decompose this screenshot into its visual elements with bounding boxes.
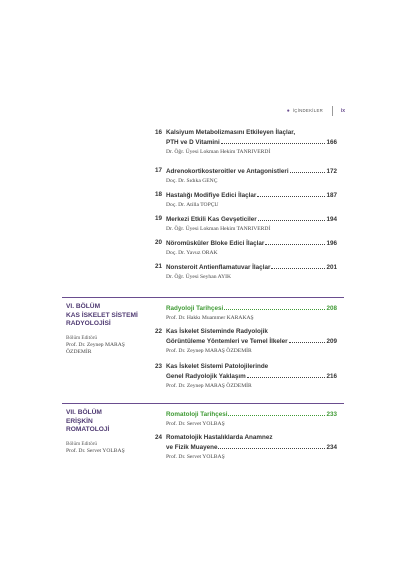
chapter-title-line: Romatolojik Hastalıklarda Anamnez (166, 434, 273, 441)
section-label: VII. BÖLÜM (66, 409, 102, 416)
chapter-author: Prof. Dr. Servet YOLBAŞ (166, 421, 225, 427)
chapter-author: Prof. Dr. Servet YOLBAŞ (166, 454, 225, 460)
page-number: ix (340, 107, 345, 114)
chapter-title-line: Romatoloji Tarihçesi 233 (166, 411, 337, 418)
section-title-line: ROMATOLOJİ (66, 426, 110, 433)
chapter-title-line: PTH ve D Vitamini 166 (166, 139, 337, 146)
bullet-icon: ● (286, 107, 290, 114)
chapter-title-line: Görüntüleme Yöntemleri ve Temel İlkeler 209 (166, 338, 337, 345)
chapter-title-line: Nonsteroit Antienflamatuvar İlaçlar 201 (166, 264, 337, 271)
chapter-title-line: Genel Radyolojik Yaklaşım 216 (166, 373, 337, 380)
chapter-page: 234 (326, 444, 337, 451)
header-divider (332, 106, 333, 116)
chapter-title-line: ve Fizik Muayene 234 (166, 444, 337, 451)
chapter-author: Dr. Öğr. Üyesi Seyhan AYIK (166, 274, 232, 280)
chapter-author: Prof. Dr. Hakkı Muammer KARAKAŞ (166, 315, 254, 321)
chapter-page: 209 (326, 338, 337, 345)
section-title-line: KAS İSKELET SİSTEMİ (66, 311, 138, 319)
running-header (260, 104, 345, 118)
chapter-number: 21 (154, 263, 162, 270)
section-editor-label: Bölüm Editörü (66, 334, 97, 341)
running-header-title: İÇİNDEKİLER (292, 107, 324, 113)
chapter-author: Doç. Dr. Atilla TOPÇU (166, 202, 219, 208)
chapter-number: 19 (154, 215, 162, 222)
chapter-title-line: Merkezi Etkili Kas Gevşeticiler 194 (166, 216, 337, 223)
section-editor-name: Prof. Dr. Zeynep MARAŞ (66, 341, 125, 348)
chapter-author: Dr. Öğr. Üyesi Lokman Hekim TANRIVERDİ (166, 226, 271, 232)
chapter-number: 24 (154, 434, 162, 441)
section-editor-name: Prof. Dr. Servet YOLBAŞ (66, 447, 125, 454)
chapter-title-line: Kas İskelet Sisteminde Radyolojik (166, 328, 268, 335)
chapter-author: Prof. Dr. Zeynep MARAŞ ÖZDEMİR (166, 348, 252, 354)
chapter-page: 216 (326, 373, 337, 380)
chapter-title-line: Radyoloji Tarihçesi 208 (166, 305, 337, 312)
chapter-page: 201 (326, 264, 337, 271)
section-editor-label: Bölüm Editörü (66, 440, 97, 447)
section-vii-header (66, 409, 146, 455)
section-divider (62, 297, 344, 298)
section-editor-name: ÖZDEMİR (66, 349, 92, 355)
chapter-page: 194 (326, 216, 337, 223)
chapter-page: 187 (326, 192, 337, 199)
chapter-number: 22 (154, 328, 162, 335)
chapter-page: 208 (326, 305, 337, 312)
chapter-number: 17 (154, 167, 162, 174)
chapter-author: Prof. Dr. Zeynep MARAŞ ÖZDEMİR (166, 383, 252, 389)
chapter-title-line: Kalsiyum Metabolizmasını Etkileyen İlaçlar, (166, 129, 296, 136)
chapter-author: Doç. Dr. Sıdıka GENÇ (166, 178, 218, 184)
chapter-page: 166 (326, 139, 337, 146)
chapter-number: 16 (154, 129, 162, 136)
chapter-author: Dr. Öğr. Üyesi Lokman Hekim TANRIVERDİ (166, 149, 271, 155)
section-title-line: ERİŞKİN (66, 417, 93, 425)
chapter-number: 18 (154, 191, 162, 198)
section-divider (62, 403, 344, 404)
chapter-number: 20 (154, 239, 162, 246)
section-title-line: RADYOLOJİSİ (66, 320, 111, 327)
chapter-author: Doç. Dr. Yavuz ORAK (166, 250, 218, 256)
chapter-title-line: Nöromüsküler Bloke Edici İlaçlar 196 (166, 240, 337, 247)
chapter-title-line: Hastalığı Modifiye Edici İlaçlar 187 (166, 192, 337, 199)
chapter-page: 233 (326, 411, 337, 418)
section-label: VI. BÖLÜM (66, 303, 101, 310)
section-vi-header (66, 303, 146, 357)
chapter-page: 196 (326, 240, 337, 247)
chapter-page: 172 (326, 168, 337, 175)
chapter-title-line: Adrenokortikosteroitler ve Antagonistleri 172 (166, 168, 337, 175)
chapter-number: 23 (154, 363, 162, 370)
chapter-title-line: Kas İskelet Sistemi Patolojilerinde (166, 363, 269, 370)
